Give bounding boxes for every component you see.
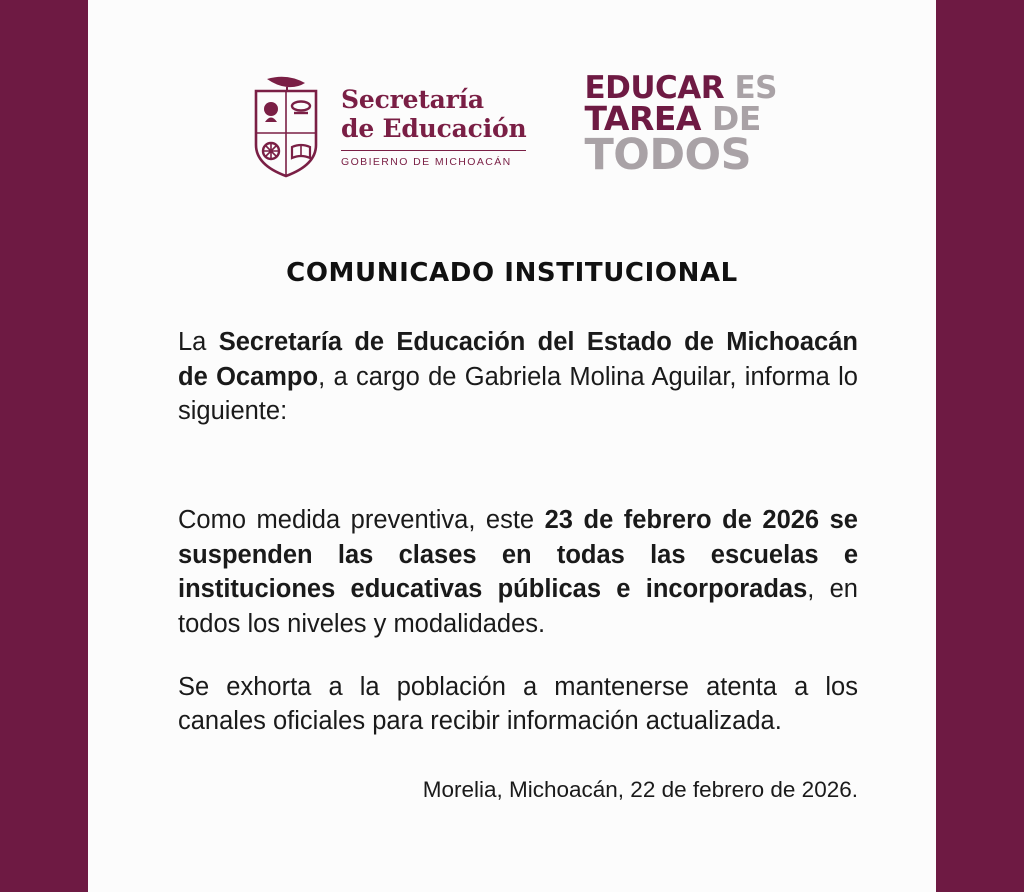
paragraph-3: Se exhorta a la población a mantenerse atenta a los canales oficiales para recibir información actualizada. (178, 672, 858, 736)
paragraph-2-part-c: , en todos los niveles y modalidades. (178, 575, 858, 639)
paragraph-2-part-a: Como medida preventiva, este (178, 506, 545, 535)
spacer-1 (178, 429, 858, 503)
document-sheet (88, 0, 936, 892)
paragraph-2 (178, 503, 858, 642)
slogan-lockup (584, 69, 777, 181)
slogan-row-2-strong: TAREA (584, 99, 701, 139)
document-body (178, 325, 858, 803)
paragraph-1-part-c: , a cargo de Gabriela Molina Aguilar, informa lo siguiente: (178, 362, 858, 426)
logo-line-3: GOBIERNO DE MICHOACÁN (341, 155, 512, 168)
slogan-row-3-soft: TODOS (584, 130, 752, 181)
logo-line-2: de Educación (341, 113, 527, 143)
paragraph-1-bold: Secretaría de Educación del Estado de Michoacán de Ocampo (178, 328, 858, 391)
slogan-row-3 (584, 130, 777, 181)
paragraph-2-bold: 23 de febrero de 2026 se suspenden las clases en todas las escuelas e instituciones educativas públicas e incorporadas (178, 506, 858, 604)
signoff-line: Morelia, Michoacán, 22 de febrero de 2026. (422, 777, 858, 803)
slogan-row-2-soft: DE (700, 99, 761, 139)
spacer-2 (178, 642, 858, 670)
logo-divider (341, 150, 526, 151)
secretaria-logo-text (341, 84, 527, 168)
michoacan-coat-of-arms-icon (247, 75, 325, 179)
logo-line-1: Secretaría (341, 84, 484, 114)
letterhead (88, 62, 936, 192)
page-title: COMUNICADO INSTITUCIONAL (286, 258, 738, 288)
paragraph-1-part-a: La (178, 328, 219, 356)
paragraph-1 (178, 325, 858, 429)
slogan-row-1-strong: EDUCAR (584, 69, 725, 106)
secretaria-logo (247, 75, 526, 179)
slogan-row-1-soft: ES (724, 69, 777, 106)
